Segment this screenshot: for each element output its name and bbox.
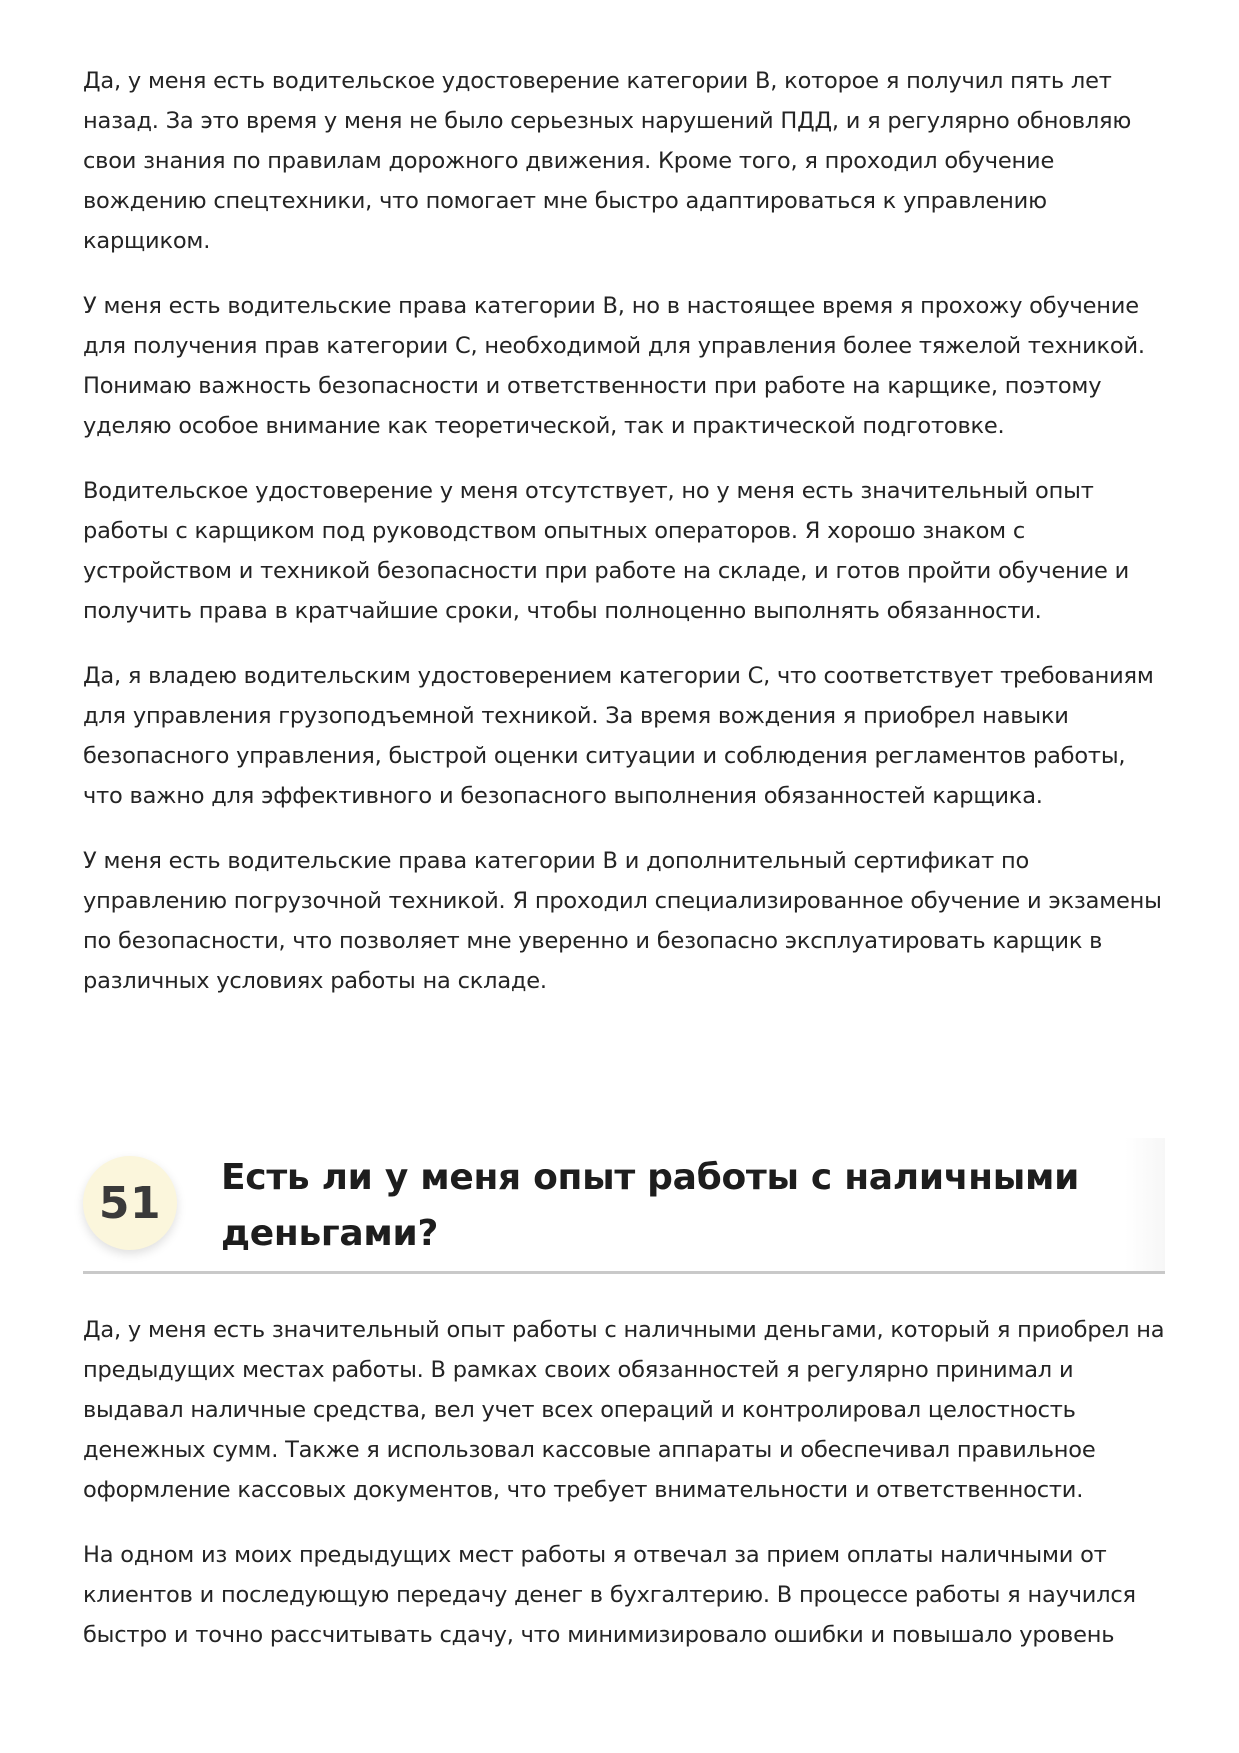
answer-paragraph: Да, у меня есть значительный опыт работы с наличными деньгами, который я приобрел на предыдущих местах работы. В рамках своих обязанностей я регулярно принимал и выдавал наличные средства, вел учет всех операций и контролировал целостность денежных сумм. Также я использовал кассовые аппараты и обеспечивал правильное оформление кассовых документов, что требует внимательности и ответственности. bbox=[83, 1317, 1165, 1503]
question-header bbox=[83, 1138, 1165, 1274]
header-shade bbox=[1125, 1138, 1165, 1271]
section-answers-block bbox=[83, 1310, 1165, 1655]
answer-paragraph: Водительское удостоверение у меня отсутствует, но у меня есть значительный опыт работы с карщиком под руководством опытных операторов. Я хорошо знаком с устройством и техникой безопасности при работе на складе, и готов пройти обучение и получить права в кратчайшие сроки, чтобы полноценно выполнять обязанности. bbox=[83, 478, 1130, 624]
answer-paragraph: Да, я владею водительским удостоверением категории C, что соответствует требованиям для управления грузоподъемной техникой. За время вождения я приобрел навыки безопасного управления, быстрой оценки ситуации и соблюдения регламентов работы, что важно для эффективного и безопасного выполнения обязанностей карщика. bbox=[83, 663, 1154, 809]
answer-paragraph: Да, у меня есть водительское удостоверение категории B, которое я получил пять лет назад. За это время у меня не было серьезных нарушений ПДД, и я регулярно обновляю свои знания по правилам дорожного движения. Кроме того, я проходил обучение вождению спецтехники, что помогает мне быстро адаптироваться к управлению карщиком. bbox=[83, 68, 1132, 254]
answer-paragraph: На одном из моих предыдущих мест работы я отвечал за прием оплаты наличными от клиентов и последующую передачу денег в бухгалтерию. В процессе работы я научился быстро и точно рассчитывать сдачу, что минимизировало ошибки и повышало уровень bbox=[83, 1542, 1136, 1648]
answers-block bbox=[83, 61, 1165, 1001]
answer-paragraph: У меня есть водительские права категории B, но в настоящее время я прохожу обучение для получения прав категории C, необходимой для управления более тяжелой техникой. Понимаю важность безопасности и ответственности при работе на карщике, поэтому уделяю особое внимание как теоретической, так и практической подготовке. bbox=[83, 293, 1145, 439]
question-number-badge: 51 bbox=[83, 1156, 177, 1250]
question-title: Есть ли у меня опыт работы с наличными деньгами? bbox=[221, 1157, 1080, 1254]
answer-paragraph: У меня есть водительские права категории B и дополнительный сертификат по управлению погрузочной техникой. Я проходил специализированное обучение и экзамены по безопасности, что позволяет мне уверенно и безопасно эксплуатировать карщик в различных условиях работы на складе. bbox=[83, 848, 1162, 994]
